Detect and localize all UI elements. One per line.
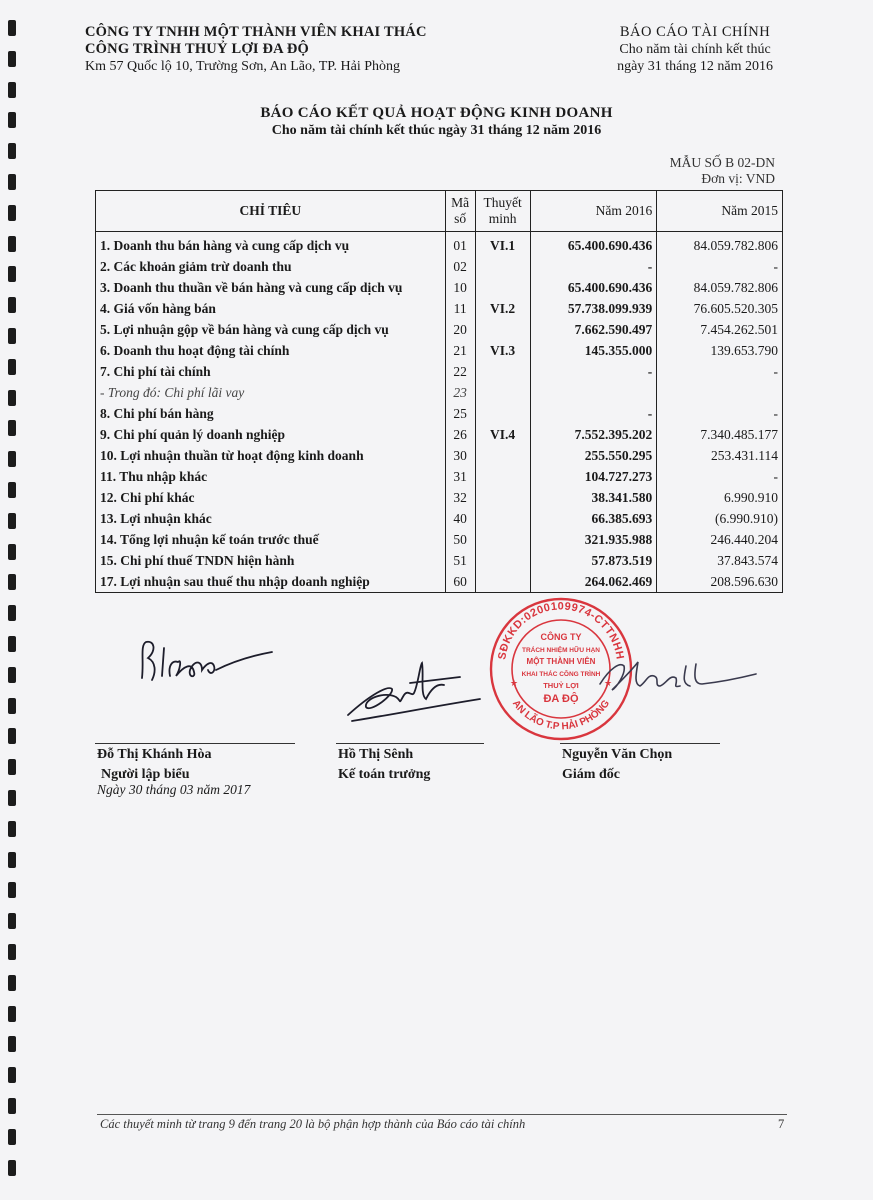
binding-hole	[8, 143, 16, 159]
svg-text:SĐKKD:0200109974-CTTNHH: SĐKKD:0200109974-CTTNHH	[496, 600, 626, 661]
row-note	[475, 382, 530, 403]
row-label: 15. Chi phí thuế TNDN hiện hành	[96, 550, 446, 571]
binding-hole	[8, 1006, 16, 1022]
report-period-line1: Cho năm tài chính kết thúc	[619, 42, 771, 57]
row-value-2015: -	[657, 256, 783, 277]
report-title-block	[0, 105, 873, 139]
preparer-block	[97, 745, 212, 785]
row-value-2016: 66.385.693	[530, 508, 657, 529]
row-label: 11. Thu nhập khác	[96, 466, 446, 487]
row-value-2015: 37.843.574	[657, 550, 783, 571]
binding-hole	[8, 420, 16, 436]
table-row	[96, 256, 783, 277]
row-note	[475, 550, 530, 571]
row-value-2016: -	[530, 361, 657, 382]
row-value-2016	[530, 382, 657, 403]
binding-hole	[8, 451, 16, 467]
row-note: VI.4	[475, 424, 530, 445]
row-label: 8. Chi phí bán hàng	[96, 403, 446, 424]
row-value-2016: 255.550.295	[530, 445, 657, 466]
report-type: BÁO CÁO TÀI CHÍNH	[619, 24, 771, 40]
binding-hole	[8, 944, 16, 960]
director-signature-line	[560, 743, 720, 744]
row-note	[475, 256, 530, 277]
binding-hole	[8, 1067, 16, 1083]
row-note	[475, 403, 530, 424]
table-row	[96, 232, 783, 257]
form-info	[670, 155, 775, 187]
table-row	[96, 361, 783, 382]
binding-hole	[8, 790, 16, 806]
binding-hole	[8, 574, 16, 590]
row-code: 31	[445, 466, 475, 487]
row-value-2015: 7.454.262.501	[657, 319, 783, 340]
signing-date: Ngày 30 tháng 03 năm 2017	[97, 782, 251, 797]
binding-hole	[8, 882, 16, 898]
income-statement-table	[95, 190, 783, 593]
company-name-line1: CÔNG TY TNHH MỘT THÀNH VIÊN KHAI THÁC	[85, 24, 427, 40]
binding-hole	[8, 359, 16, 375]
binding-hole	[8, 236, 16, 252]
row-value-2015: -	[657, 466, 783, 487]
row-label: 2. Các khoản giảm trừ doanh thu	[96, 256, 446, 277]
accountant-signature-line	[336, 743, 484, 744]
binding-hole	[8, 390, 16, 406]
row-label: 1. Doanh thu bán hàng và cung cấp dịch vụ	[96, 232, 446, 257]
row-note: VI.1	[475, 232, 530, 257]
binding-hole	[8, 205, 16, 221]
row-value-2016: 145.355.000	[530, 340, 657, 361]
accountant-signature	[340, 655, 490, 730]
preparer-signature-line	[95, 743, 295, 744]
table-row	[96, 424, 783, 445]
svg-text:ĐA ĐỘ: ĐA ĐỘ	[543, 693, 579, 705]
binding-hole	[8, 759, 16, 775]
row-code: 23	[445, 382, 475, 403]
row-note	[475, 508, 530, 529]
row-label: 6. Doanh thu hoạt động tài chính	[96, 340, 446, 361]
row-value-2015: 253.431.114	[657, 445, 783, 466]
svg-text:MỘT THÀNH VIÊN: MỘT THÀNH VIÊN	[526, 657, 596, 666]
svg-text:★: ★	[604, 678, 613, 688]
row-value-2015: -	[657, 403, 783, 424]
row-note	[475, 277, 530, 298]
row-value-2016: 57.873.519	[530, 550, 657, 571]
binding-hole	[8, 667, 16, 683]
binding-hole	[8, 174, 16, 190]
svg-text:KHAI THÁC CÔNG TRÌNH: KHAI THÁC CÔNG TRÌNH	[521, 671, 601, 678]
binding-hole	[8, 1160, 16, 1176]
footer-note: Các thuyết minh từ trang 9 đến trang 20 là bộ phận hợp thành của Báo cáo tài chính	[100, 1117, 526, 1131]
row-note: VI.2	[475, 298, 530, 319]
report-subtitle: Cho năm tài chính kết thúc ngày 31 tháng 12 năm 2016	[271, 123, 602, 138]
binding-hole	[8, 482, 16, 498]
binding-hole	[8, 1129, 16, 1145]
row-code: 51	[445, 550, 475, 571]
table-row	[96, 277, 783, 298]
binding-hole	[8, 728, 16, 744]
row-value-2016: 321.935.988	[530, 529, 657, 550]
row-code: 20	[445, 319, 475, 340]
row-value-2016: 7.552.395.202	[530, 424, 657, 445]
spiral-binding	[8, 20, 22, 1190]
row-code: 25	[445, 403, 475, 424]
currency-unit: Đơn vị: VND	[701, 171, 775, 186]
row-note	[475, 529, 530, 550]
binding-hole	[8, 266, 16, 282]
binding-hole	[8, 636, 16, 652]
accountant-block	[338, 745, 430, 785]
row-code: 01	[445, 232, 475, 257]
row-note	[475, 487, 530, 508]
table-row	[96, 571, 783, 593]
row-code: 10	[445, 277, 475, 298]
row-value-2016: 7.662.590.497	[530, 319, 657, 340]
row-label: 12. Chi phí khác	[96, 487, 446, 508]
director-role: Giám đốc	[562, 767, 620, 782]
row-code: 11	[445, 298, 475, 319]
table-row	[96, 403, 783, 424]
binding-hole	[8, 913, 16, 929]
binding-hole	[8, 852, 16, 868]
table-row	[96, 487, 783, 508]
row-label: 10. Lợi nhuận thuần từ hoạt động kinh doanh	[96, 445, 446, 466]
row-code: 02	[445, 256, 475, 277]
table-row	[96, 319, 783, 340]
director-signature	[590, 648, 760, 703]
table-row	[96, 508, 783, 529]
row-label: 17. Lợi nhuận sau thuế thu nhập doanh nghiệp	[96, 571, 446, 593]
table-row	[96, 340, 783, 361]
row-value-2015: 6.990.910	[657, 487, 783, 508]
svg-text:TRÁCH NHIỆM HỮU HẠN: TRÁCH NHIỆM HỮU HẠN	[522, 647, 600, 654]
row-code: 40	[445, 508, 475, 529]
table-row	[96, 445, 783, 466]
row-code: 60	[445, 571, 475, 593]
binding-hole	[8, 975, 16, 991]
binding-hole	[8, 1036, 16, 1052]
accountant-role: Kế toán trưởng	[338, 767, 431, 782]
binding-hole	[8, 698, 16, 714]
row-label: 3. Doanh thu thuần về bán hàng và cung cấp dịch vụ	[96, 277, 446, 298]
row-value-2015: 139.653.790	[657, 340, 783, 361]
row-value-2015: 7.340.485.177	[657, 424, 783, 445]
row-label: 4. Giá vốn hàng bán	[96, 298, 446, 319]
report-period-line2: ngày 31 tháng 12 năm 2016	[617, 59, 773, 74]
row-code: 26	[445, 424, 475, 445]
director-name: Nguyễn Văn Chọn	[562, 747, 673, 762]
row-value-2015: (6.990.910)	[657, 508, 783, 529]
table-row	[96, 466, 783, 487]
binding-hole	[8, 297, 16, 313]
binding-hole	[8, 51, 16, 67]
form-code: MẪU SỐ B 02-DN	[669, 155, 775, 170]
row-value-2016: 65.400.690.436	[530, 232, 657, 257]
svg-text:THUỶ LỢI: THUỶ LỢI	[543, 681, 579, 690]
row-code: 21	[445, 340, 475, 361]
row-code: 32	[445, 487, 475, 508]
row-value-2015: 246.440.204	[657, 529, 783, 550]
header-note: Thuyết minh	[475, 191, 530, 232]
row-value-2016: -	[530, 403, 657, 424]
footer-divider	[97, 1114, 787, 1115]
company-address: Km 57 Quốc lộ 10, Trường Sơn, An Lão, TP. Hải Phòng	[85, 59, 400, 74]
header-item: CHỈ TIÊU	[96, 191, 446, 232]
row-code: 22	[445, 361, 475, 382]
row-value-2016: 104.727.273	[530, 466, 657, 487]
row-note	[475, 571, 530, 593]
accountant-name: Hồ Thị Sênh	[338, 747, 414, 762]
row-value-2016: 65.400.690.436	[530, 277, 657, 298]
row-label: 9. Chi phí quản lý doanh nghiệp	[96, 424, 446, 445]
header-year-2016: Năm 2016	[530, 191, 657, 232]
preparer-name: Đỗ Thị Khánh Hòa	[97, 747, 212, 762]
binding-hole	[8, 605, 16, 621]
svg-text:AN LÃO T.P HẢI PHÒNG: AN LÃO T.P HẢI PHÒNG	[509, 698, 613, 733]
company-header	[85, 24, 427, 75]
row-value-2015: 208.596.630	[657, 571, 783, 593]
binding-hole	[8, 82, 16, 98]
report-title: BÁO CÁO KẾT QUẢ HOẠT ĐỘNG KINH DOANH	[260, 105, 613, 121]
header-year-2015: Năm 2015	[657, 191, 783, 232]
row-note	[475, 466, 530, 487]
row-value-2015: 84.059.782.806	[657, 232, 783, 257]
row-note	[475, 445, 530, 466]
company-name-line2: CÔNG TRÌNH THUỶ LỢI ĐA ĐỘ	[85, 41, 310, 57]
report-header	[617, 24, 773, 75]
table-header-row	[96, 191, 783, 232]
row-value-2015	[657, 382, 783, 403]
binding-hole	[8, 20, 16, 36]
preparer-signature	[132, 630, 277, 690]
row-value-2015: -	[657, 361, 783, 382]
director-block	[562, 745, 672, 785]
binding-hole	[8, 513, 16, 529]
table-row	[96, 550, 783, 571]
binding-hole	[8, 821, 16, 837]
header-code: Mã số	[445, 191, 475, 232]
table-row	[96, 529, 783, 550]
binding-hole	[8, 544, 16, 560]
row-note	[475, 361, 530, 382]
row-note	[475, 319, 530, 340]
table-row	[96, 298, 783, 319]
row-label: 13. Lợi nhuận khác	[96, 508, 446, 529]
row-label: 14. Tổng lợi nhuận kế toán trước thuế	[96, 529, 446, 550]
row-value-2016: 264.062.469	[530, 571, 657, 593]
row-value-2015: 76.605.520.305	[657, 298, 783, 319]
row-value-2016: 57.738.099.939	[530, 298, 657, 319]
svg-text:CÔNG TY: CÔNG TY	[540, 632, 582, 642]
binding-hole	[8, 328, 16, 344]
row-note: VI.3	[475, 340, 530, 361]
svg-text:★: ★	[510, 678, 519, 688]
row-value-2016: 38.341.580	[530, 487, 657, 508]
row-code: 30	[445, 445, 475, 466]
row-label: 5. Lợi nhuận gộp về bán hàng và cung cấp dịch vụ	[96, 319, 446, 340]
row-label: 7. Chi phí tài chính	[96, 361, 446, 382]
row-code: 50	[445, 529, 475, 550]
binding-hole	[8, 1098, 16, 1114]
page-number: 7	[778, 1117, 785, 1131]
row-value-2016: -	[530, 256, 657, 277]
preparer-role: Người lập biểu	[101, 767, 190, 782]
row-value-2015: 84.059.782.806	[657, 277, 783, 298]
table-row	[96, 382, 783, 403]
row-label: - Trong đó: Chi phí lãi vay	[96, 382, 446, 403]
